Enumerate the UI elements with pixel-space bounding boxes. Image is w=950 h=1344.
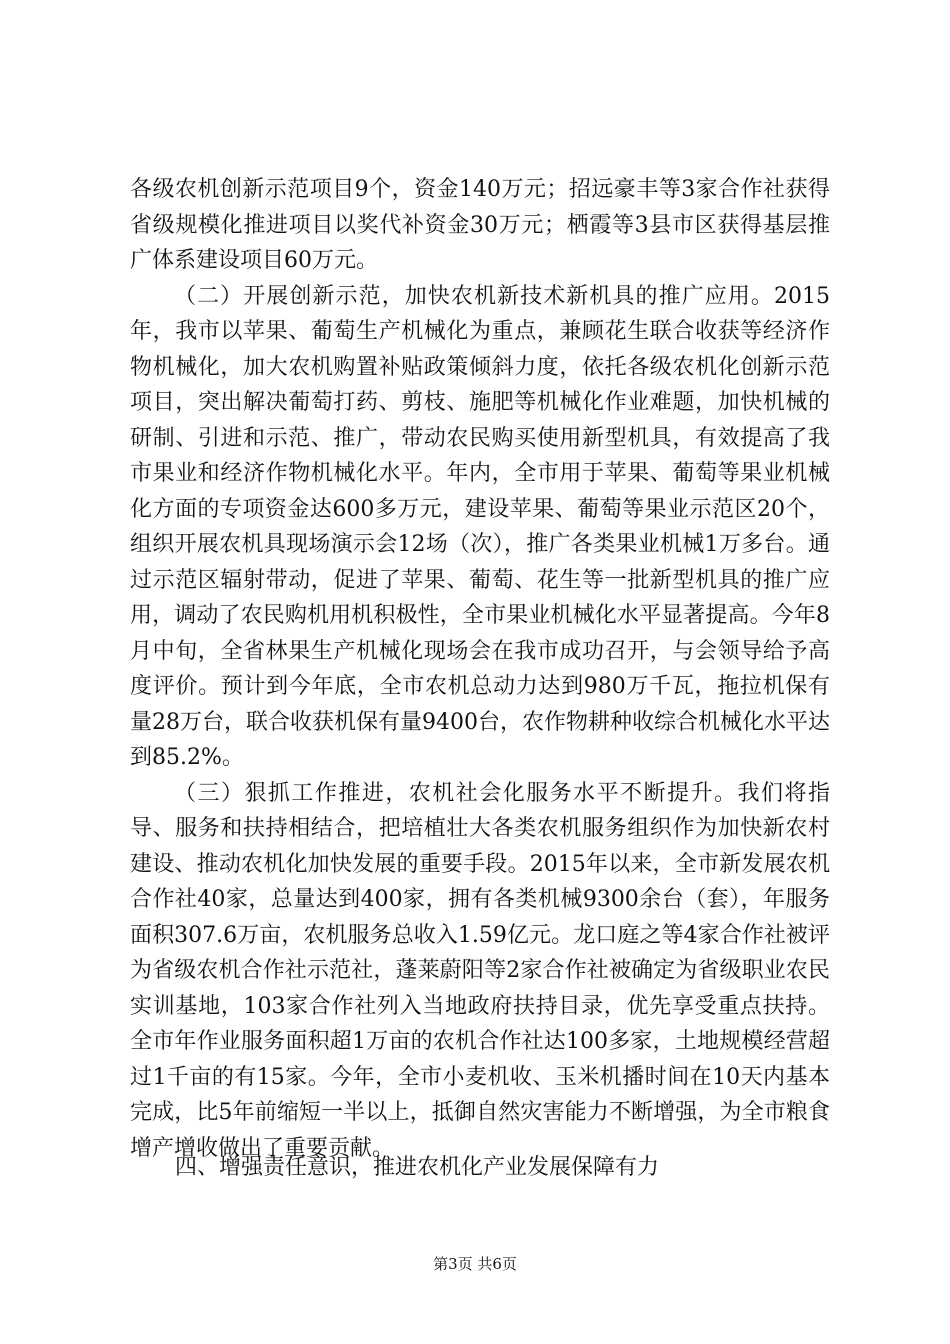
section-heading-four: 四、增强责任意识，推进农机化产业发展保障有力 [175, 1155, 660, 1180]
document-body [130, 172, 830, 1166]
page-number-label: 第3页 共6页 [433, 1255, 517, 1273]
paragraph-innovation-demonstration: （二）开展创新示范，加快农机新技术新机具的推广应用。2015年，我市以苹果、葡萄生产机械化为重点，兼顾花生联合收获等经济作物机械化，加大农机购置补贴政策倾斜力度，依托各级农机化创新示范项目，突出解决葡萄打药、剪枝、施肥等机械化作业难题，加快机械的研制、引进和示范、推广，带动农民购买使用新型机具，有效提高了我市果业和经济作物机械化水平。年内，全市用于苹果、葡萄等果业机械化方面的专项资金达600多万元，建设苹果、葡萄等果业示范区20个，组织开展农机具现场演示会12场（次），推广各类果业机械1万多台。通过示范区辐射带动，促进了苹果、葡萄、花生等一批新型机具的推广应用，调动了农民购机用机积极性，全市果业机械化水平显著提高。今年8月中旬，全省林果生产机械化现场会在我市成功召开，与会领导给予高度评价。预计到今年底，全市农机总动力达到980万千瓦，拖拉机保有量28万台，联合收获机保有量9400台，农作物耕种收综合机械化水平达到85.2%。 [130, 283, 830, 770]
paragraph-funding-summary: 各级农机创新示范项目9个，资金140万元；招远豪丰等3家合作社获得省级规模化推进项目以奖代补资金30万元；栖霞等3县市区获得基层推广体系建设项目60万元。 [130, 177, 830, 273]
paragraph-social-services: （三）狠抓工作推进，农机社会化服务水平不断提升。我们将指导、服务和扶持相结合，把培植壮大各类农机服务组织作为加快新农村建设、推动农机化加快发展的重要手段。2015年以来，全市新发展农机合作社40家，总量达到400家，拥有各类机械9300余台（套），年服务面积307.6万亩，农机服务总收入1.59亿元。龙口庭之等4家合作社被评为省级农机合作社示范社，蓬莱蔚阳等2家合作社被确定为省级职业农民实训基地，103家合作社列入当地政府扶持目录，优先享受重点扶持。全市年作业服务面积超1万亩的农机合作社达100多家，土地规模经营超过1千亩的有15家。今年，全市小麦机收、玉米机播时间在10天内基本完成，比5年前缩短一半以上，抵御自然灾害能力不断增强，为全市粮食增产增收做出了重要贡献。 [130, 780, 830, 1161]
page-footer [0, 1253, 950, 1275]
